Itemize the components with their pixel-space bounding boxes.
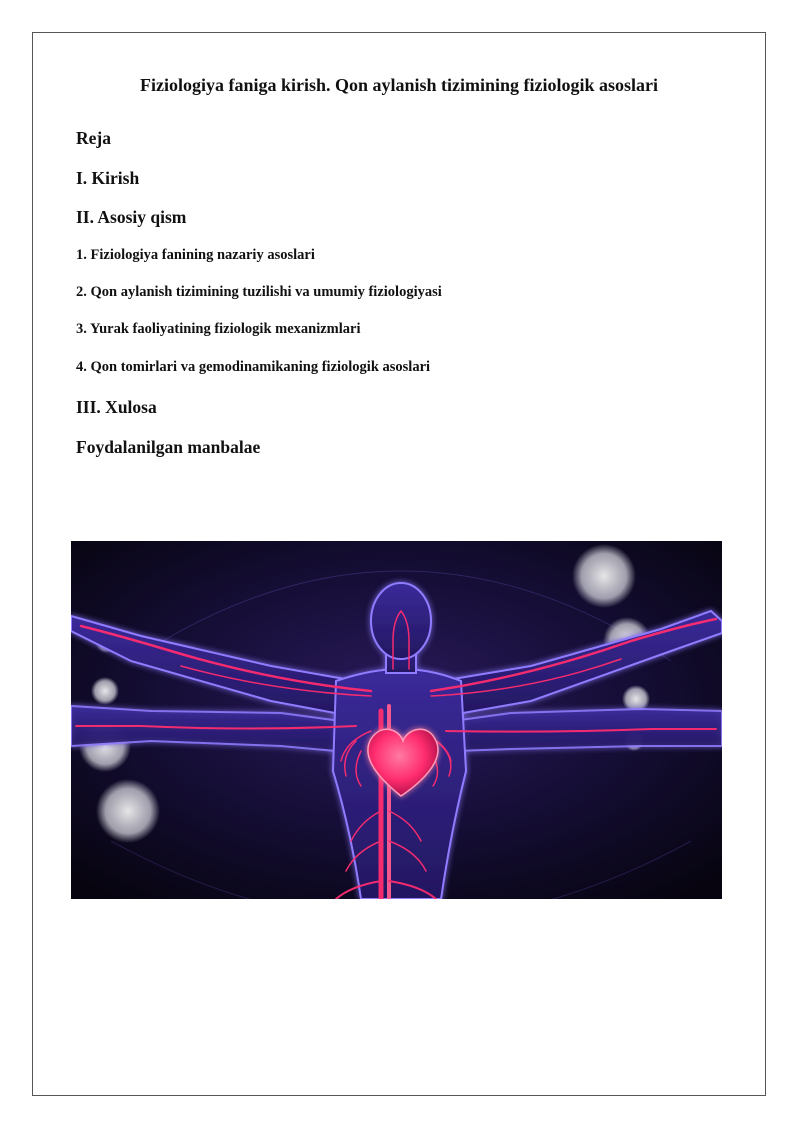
subsection-item: 4. Qon tomirlari va gemodinamikaning fiziologik asoslari (76, 359, 431, 375)
subsection-item: 1. Fiziologiya fanining nazariy asoslari (76, 247, 315, 263)
subsection-item: 2. Qon aylanish tizimining tuzilishi va umumiy fiziologiyasi (76, 284, 442, 300)
light-orb (96, 779, 160, 843)
section-main: II. Asosiy qism (76, 207, 187, 227)
section-conclusion: III. Xulosa (76, 397, 157, 417)
references-heading: Foydalanilgan manbalae (76, 437, 261, 457)
page-title: Fiziologiya faniga kirish. Qon aylanish tizimining fiziologik asoslari (139, 75, 659, 95)
section-intro: I. Kirish (76, 168, 140, 188)
light-orb (91, 677, 119, 705)
plan-heading: Reja (76, 128, 111, 148)
light-orb (572, 544, 636, 608)
subsection-item: 3. Yurak faoliyatining fiziologik mexanizmlari (76, 321, 361, 337)
circulatory-system-illustration (71, 541, 722, 899)
circulatory-system-image (71, 541, 722, 899)
